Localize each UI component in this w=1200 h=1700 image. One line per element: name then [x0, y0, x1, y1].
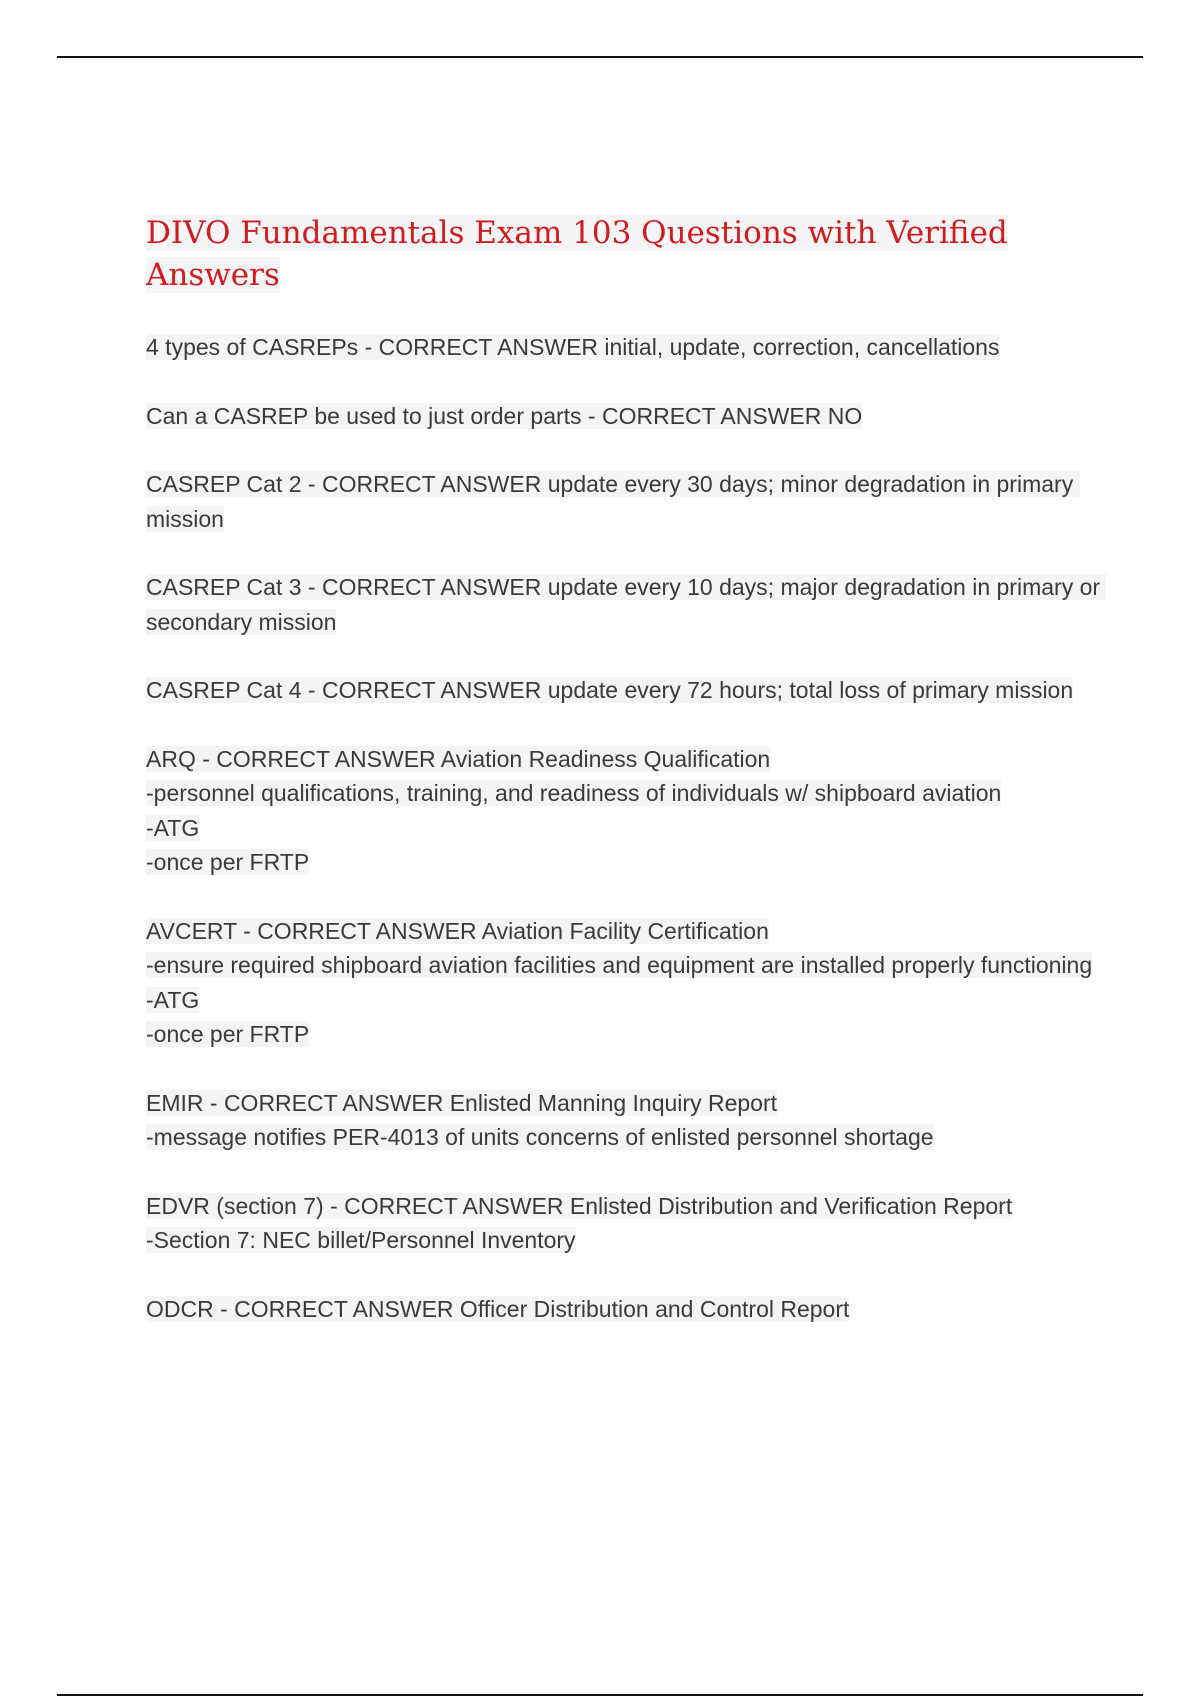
- entry-line: CASREP Cat 2 - CORRECT ANSWER update every 30 days; minor degradation in primary mission: [146, 471, 1080, 532]
- entry-line: -once per FRTP: [146, 849, 310, 875]
- qa-entry: [146, 399, 1106, 434]
- entry-line: -ATG: [146, 814, 200, 841]
- qa-entry: [146, 1189, 1106, 1258]
- entry-line: -personnel qualifications, training, and readiness of individuals w/ shipboard aviation: [146, 780, 1002, 806]
- entry-line: Can a CASREP be used to just order parts - CORRECT ANSWER NO: [146, 402, 863, 429]
- entry-line: -once per FRTP: [146, 1021, 310, 1047]
- qa-entry: [146, 1292, 1106, 1327]
- document-title: DIVO Fundamentals Exam 103 Questions with Verified Answers: [146, 215, 1008, 293]
- qa-entry: [146, 673, 1106, 708]
- top-rule: [57, 56, 1143, 58]
- entry-line: ODCR - CORRECT ANSWER Officer Distribution and Control Report: [146, 1295, 850, 1322]
- document-body: [146, 212, 1106, 1360]
- entry-line: -ensure required shipboard aviation facilities and equipment are installed properly functioning: [146, 952, 1093, 978]
- entry-line: EDVR (section 7) - CORRECT ANSWER Enlisted Distribution and Verification Report: [146, 1192, 1013, 1219]
- qa-entry: [146, 914, 1106, 1052]
- entry-line: -message notifies PER-4013 of units concerns of enlisted personnel shortage: [146, 1124, 934, 1150]
- entry-line: -Section 7: NEC billet/Personnel Inventory: [146, 1227, 576, 1253]
- entry-line: ARQ - CORRECT ANSWER Aviation Readiness Qualification: [146, 745, 771, 772]
- entry-line: -ATG: [146, 986, 200, 1013]
- qa-entry: [146, 467, 1106, 536]
- entry-line: CASREP Cat 3 - CORRECT ANSWER update every 10 days; major degradation in primary or secondary mission: [146, 574, 1107, 635]
- entry-line: EMIR - CORRECT ANSWER Enlisted Manning Inquiry Report: [146, 1089, 777, 1116]
- qa-entry: [146, 742, 1106, 880]
- entry-line: 4 types of CASREPs - CORRECT ANSWER initial, update, correction, cancellations: [146, 334, 1000, 360]
- qa-entry: [146, 570, 1106, 639]
- qa-entry: [146, 1086, 1106, 1155]
- qa-entry: [146, 330, 1106, 365]
- entry-line: CASREP Cat 4 - CORRECT ANSWER update every 72 hours; total loss of primary mission: [146, 677, 1074, 703]
- entry-line: AVCERT - CORRECT ANSWER Aviation Facility Certification: [146, 917, 769, 944]
- bottom-rule: [57, 1694, 1143, 1696]
